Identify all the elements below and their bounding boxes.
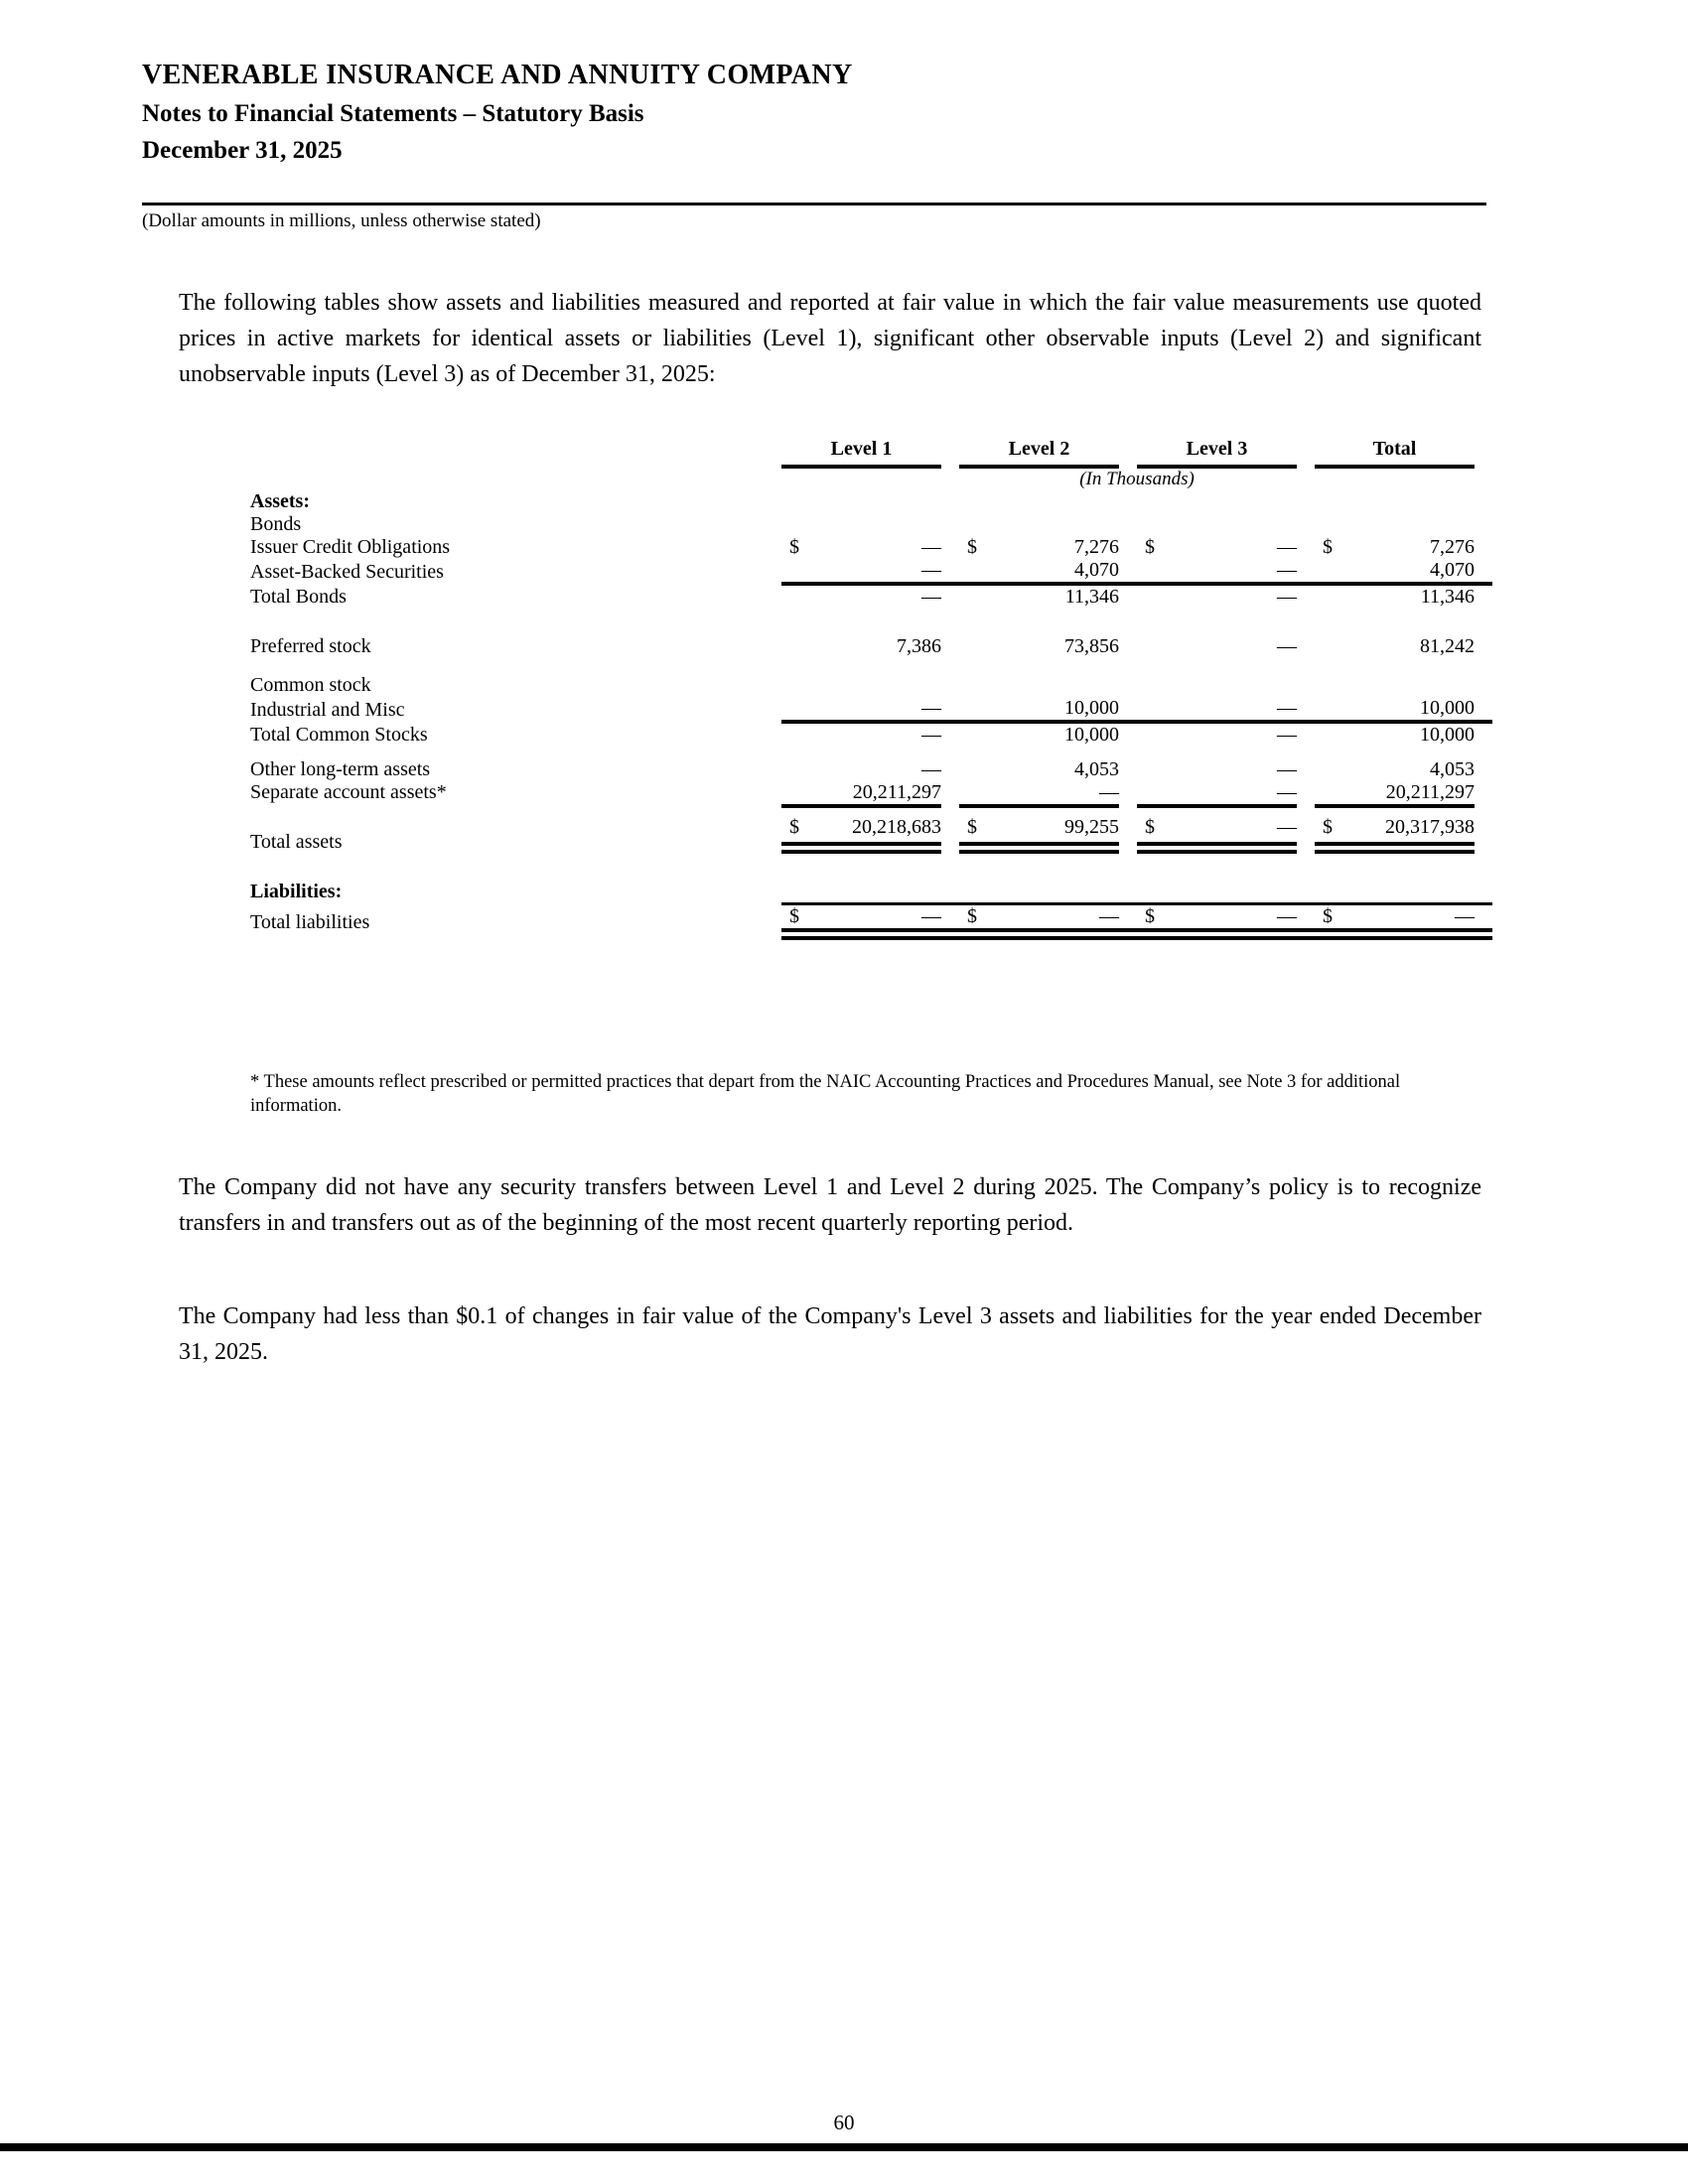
- row-label: Assets:: [250, 490, 310, 512]
- cell-value: 7,276: [1074, 536, 1119, 558]
- value-cell: [959, 658, 1137, 697]
- value-cell: [781, 697, 959, 722]
- column-header-cell: [959, 438, 1137, 469]
- currency-symbol: $: [967, 536, 977, 558]
- value-cell: [1137, 584, 1315, 609]
- value-cell: [959, 722, 1137, 747]
- cell-value: —: [921, 536, 941, 558]
- value-cell: [959, 559, 1137, 584]
- value-cell: [1137, 854, 1315, 903]
- table-row: [250, 658, 1492, 697]
- row-label: Liabilities:: [250, 881, 343, 902]
- value-cell: [1315, 722, 1492, 747]
- value-cell: [1137, 697, 1315, 722]
- value-cell: [1137, 609, 1315, 658]
- table-row: [250, 559, 1492, 584]
- cell-value: 4,070: [1430, 559, 1475, 581]
- row-label: Issuer Credit Obligations: [250, 536, 451, 558]
- cell-value: —: [921, 697, 941, 719]
- value-cell: [959, 804, 1137, 854]
- row-label: Industrial and Misc: [250, 699, 405, 721]
- table-row: [250, 584, 1492, 609]
- column-header: Level 1: [781, 438, 941, 469]
- table-row: [250, 536, 1492, 559]
- value-cell: [959, 513, 1137, 536]
- cell-value: 20,211,297: [852, 781, 941, 803]
- column-header: Level 3: [1137, 438, 1297, 469]
- cell-value: 10,000: [1420, 697, 1475, 719]
- value-cell: [1315, 536, 1492, 559]
- value-cell: [959, 854, 1137, 903]
- value-cell: [959, 490, 1137, 513]
- cell-value: —: [921, 904, 941, 927]
- column-header: Total: [1315, 438, 1475, 469]
- value-cell: [1315, 854, 1492, 903]
- cell-value: 4,070: [1074, 559, 1119, 581]
- currency-symbol: $: [1145, 536, 1155, 558]
- footer-divider: [0, 2143, 1688, 2151]
- value-cell: [1315, 609, 1492, 658]
- currency-symbol: $: [789, 536, 799, 558]
- value-cell: [781, 658, 959, 697]
- document-date: December 31, 2025: [142, 137, 343, 164]
- column-header: Level 2: [959, 438, 1119, 469]
- transfers-paragraph: The Company did not have any security transfers between Level 1 and Level 2 during 2025. The Company’s policy is to recognize transfers in and transfers out as of the beginning of the most recent quarterly reporting period.: [179, 1174, 1481, 1236]
- table-row: [250, 697, 1492, 722]
- value-cell: [959, 781, 1137, 804]
- row-label: Total liabilities: [250, 910, 370, 933]
- value-cell: [1137, 781, 1315, 804]
- value-cell: [1315, 513, 1492, 536]
- table-row: [250, 513, 1492, 536]
- cell-value: —: [1099, 904, 1119, 927]
- currency-symbol: $: [1323, 536, 1333, 558]
- cell-value: —: [1277, 536, 1297, 558]
- cell-value: 4,053: [1074, 758, 1119, 780]
- row-label: Common stock: [250, 674, 371, 696]
- cell-value: —: [1277, 724, 1297, 746]
- table-row: [250, 609, 1492, 658]
- currency-symbol: $: [789, 904, 799, 927]
- cell-value: 81,242: [1420, 635, 1475, 657]
- header-spacer: [250, 438, 781, 469]
- value-cell: [1315, 584, 1492, 609]
- column-header-cell: [781, 438, 959, 469]
- table-row: [250, 747, 1492, 781]
- cell-value: 7,386: [897, 635, 941, 657]
- units-note: (In Thousands): [1079, 469, 1195, 489]
- row-label: Other long-term assets: [250, 758, 431, 780]
- value-cell: [959, 584, 1137, 609]
- value-cell: [781, 584, 959, 609]
- value-cell: [1315, 781, 1492, 804]
- units-spacer: [250, 469, 781, 490]
- cell-value: 11,346: [1420, 586, 1475, 608]
- cell-value: 73,856: [1064, 635, 1119, 657]
- value-cell: [959, 903, 1137, 934]
- value-cell: [1137, 658, 1315, 697]
- cell-value: —: [921, 586, 941, 608]
- value-cell: [1315, 559, 1492, 584]
- value-cell: [781, 609, 959, 658]
- column-header-cell: [1137, 438, 1315, 469]
- cell-value: —: [921, 724, 941, 746]
- value-cell: [1137, 536, 1315, 559]
- company-title: VENERABLE INSURANCE AND ANNUITY COMPANY: [142, 60, 853, 90]
- row-label: Bonds: [250, 513, 302, 535]
- value-cell: [1137, 490, 1315, 513]
- cell-value: —: [921, 758, 941, 780]
- header-divider: [142, 203, 1486, 205]
- cell-value: 7,276: [1430, 536, 1475, 558]
- value-cell: [1137, 559, 1315, 584]
- table-row: [250, 804, 1492, 854]
- value-cell: [781, 536, 959, 559]
- cell-value: —: [1277, 635, 1297, 657]
- value-cell: [1137, 513, 1315, 536]
- value-cell: [781, 559, 959, 584]
- currency-symbol: $: [1145, 816, 1155, 838]
- cell-value: —: [1099, 781, 1119, 803]
- value-cell: [1315, 903, 1492, 934]
- cell-value: 10,000: [1420, 724, 1475, 746]
- value-cell: [1137, 747, 1315, 781]
- row-label: Preferred stock: [250, 635, 371, 657]
- cell-value: 4,053: [1430, 758, 1475, 780]
- row-label: Total Common Stocks: [250, 724, 428, 746]
- dollar-amounts-note: (Dollar amounts in millions, unless otherwise stated): [142, 210, 541, 231]
- value-cell: [1315, 490, 1492, 513]
- cell-value: —: [1277, 904, 1297, 927]
- cell-value: —: [1277, 559, 1297, 581]
- cell-value: 99,255: [1064, 816, 1119, 838]
- value-cell: [781, 490, 959, 513]
- currency-symbol: $: [967, 816, 977, 838]
- value-cell: [781, 781, 959, 804]
- fair-value-table-body: [250, 438, 1492, 934]
- value-cell: [959, 609, 1137, 658]
- cell-value: —: [1277, 697, 1297, 719]
- cell-value: 20,317,938: [1385, 816, 1475, 838]
- document-subtitle: Notes to Financial Statements – Statutory Basis: [142, 100, 644, 127]
- page-number: 60: [833, 2111, 855, 2134]
- currency-symbol: $: [1323, 816, 1333, 838]
- value-cell: [1315, 658, 1492, 697]
- currency-symbol: $: [789, 816, 799, 838]
- value-cell: [781, 903, 959, 934]
- row-label: Separate account assets*: [250, 781, 447, 803]
- cell-value: 20,218,683: [852, 816, 941, 838]
- value-cell: [1315, 804, 1492, 854]
- column-header-cell: [1315, 438, 1492, 469]
- row-label: Total Bonds: [250, 586, 347, 608]
- value-cell: [781, 722, 959, 747]
- value-cell: [1315, 747, 1492, 781]
- cell-value: —: [1277, 781, 1297, 803]
- cell-value: 10,000: [1064, 724, 1119, 746]
- table-row: [250, 854, 1492, 903]
- value-cell: [781, 854, 959, 903]
- currency-symbol: $: [967, 904, 977, 927]
- currency-symbol: $: [1145, 904, 1155, 927]
- cell-value: 10,000: [1064, 697, 1119, 719]
- table-row: [250, 903, 1492, 934]
- table-footnote: * These amounts reflect prescribed or permitted practices that depart from the NAIC Accounting Practices and Procedures Manual, see Note 3 for additional information.: [250, 1072, 1401, 1116]
- value-cell: [1137, 903, 1315, 934]
- row-label: Asset-Backed Securities: [250, 561, 444, 583]
- value-cell: [959, 697, 1137, 722]
- cell-value: —: [1277, 816, 1297, 838]
- cell-value: —: [1455, 904, 1475, 927]
- cell-value: 11,346: [1064, 586, 1119, 608]
- intro-paragraph: The following tables show assets and liabilities measured and reported at fair value in which the fair value measurements use quoted prices in active markets for identical assets or liabilities (Level 1), significant other observable inputs (Level 2) and significant unobservable inputs (Level 3) as of December 31, 2025:: [179, 290, 1481, 387]
- table-header-row: [250, 438, 1492, 469]
- cell-value: —: [1277, 586, 1297, 608]
- cell-value: —: [1277, 758, 1297, 780]
- cell-value: 20,211,297: [1385, 781, 1475, 803]
- currency-symbol: $: [1323, 904, 1333, 927]
- table-row: [250, 490, 1492, 513]
- value-cell: [781, 747, 959, 781]
- document-header: [142, 60, 853, 165]
- cell-value: —: [921, 559, 941, 581]
- value-cell: [959, 536, 1137, 559]
- value-cell: [1315, 697, 1492, 722]
- value-cell: [959, 747, 1137, 781]
- value-cell: [1137, 804, 1315, 854]
- value-cell: [1137, 722, 1315, 747]
- row-label: Total assets: [250, 831, 343, 853]
- value-cell: [781, 513, 959, 536]
- table-row: [250, 781, 1492, 804]
- value-cell: [781, 804, 959, 854]
- level3-changes-paragraph: The Company had less than $0.1 of changes in fair value of the Company's Level 3 assets and liabilities for the year ended December 31, 2025.: [179, 1303, 1481, 1365]
- units-row: [250, 469, 1492, 490]
- table-row: [250, 722, 1492, 747]
- fair-value-table: [250, 438, 1492, 940]
